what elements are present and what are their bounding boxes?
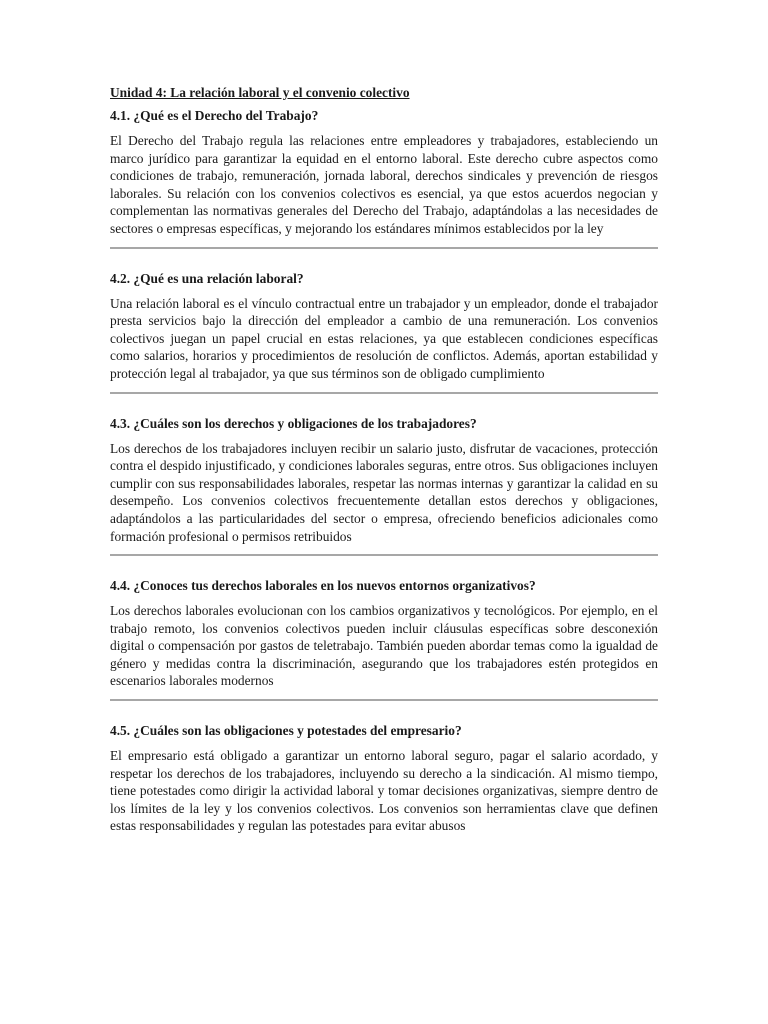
section-paragraph: El Derecho del Trabajo regula las relaciones entre empleadores y trabajadores, estableciendo un marco jurídico para garantizar la equidad en el entorno laboral. Este derecho cubre aspectos como condiciones de trabajo, remuneración, jornada laboral, derechos sindicales y prevención de riesgos laborales. Su relación con los convenios colectivos es esencial, ya que estos acuerdos negocian y complementan las normativas generales del Derecho del Trabajo, adaptándolas a las necesidades de sectores o empresas específicas, y mejorando los estándares mínimos establecidos por la ley: [110, 133, 658, 236]
section-paragraph: Una relación laboral es el vínculo contractual entre un trabajador y un empleador, donde el trabajador presta servicios bajo la dirección del empleador a cambio de una remuneración. Los convenios colectivos juegan un papel crucial en estas relaciones, ya que establecen condiciones específicas como salarios, horarios y procedimientos de resolución de conflictos. Además, aportan estabilidad y protección legal al trabajador, ya que sus términos son de obligado cumplimiento: [110, 295, 658, 381]
section-paragraph: Los derechos laborales evolucionan con los cambios organizativos y tecnológicos. Por ejemplo, en el trabajo remoto, los convenios colectivos pueden incluir cláusulas específicas sobre desconexión digital o compensación por gastos de teletrabajo. También pueden abordar temas como la igualdad de género y medidas contra la discriminación, asegurando que los trabajadores estén protegidos en escenarios laborales modernos: [110, 603, 658, 689]
section-relacion-laboral: [110, 270, 658, 383]
section-nuevos-entornos: [110, 577, 658, 690]
section-paragraph: El empresario está obligado a garantizar un entorno laboral seguro, pagar el salario acordado, y respetar los derechos de los trabajadores, incluyendo su derecho a la sindicación. Al mismo tiempo, tiene potestades como dirigir la actividad laboral y tomar decisiones organizativas, siempre dentro de los límites de la ley y los convenios colectivos. Los convenios son herramientas clave que definen estas responsabilidades y regulan las potestades para evitar abusos: [110, 748, 658, 834]
section-derecho-del-trabajo: [110, 107, 658, 238]
section-paragraph: Los derechos de los trabajadores incluyen recibir un salario justo, disfrutar de vacaciones, protección contra el despido injustificado, y condiciones laborales seguras, entre otros. Sus obligaciones incluyen cumplir con sus responsabilidades laborales, respetar las normas internas y garantizar la calidad en su desempeño. Los convenios colectivos frecuentemente detallan estos derechos y obligaciones, adaptándolos a las particularidades del sector o empresa, ofreciendo beneficios adicionales como formación profesional o permisos retribuidos: [110, 440, 658, 544]
section-obligaciones-empresario: [110, 722, 658, 835]
section-heading: 4.4. ¿Conoces tus derechos laborales en los nuevos entornos organizativos?: [110, 578, 536, 594]
section-divider: [110, 699, 658, 701]
section-heading: 4.2. ¿Qué es una relación laboral?: [110, 270, 304, 286]
document-title: Unidad 4: La relación laboral y el convenio colectivo: [110, 85, 410, 100]
section-derechos-obligaciones-trabajadores: [110, 415, 658, 546]
section-divider: [110, 392, 658, 394]
section-heading: 4.5. ¿Cuáles son las obligaciones y potestades del empresario?: [110, 723, 462, 739]
section-heading: 4.1. ¿Qué es el Derecho del Trabajo?: [110, 108, 319, 123]
section-divider: [110, 247, 658, 249]
section-divider: [110, 554, 658, 556]
section-heading: 4.3. ¿Cuáles son los derechos y obligaciones de los trabajadores?: [110, 415, 477, 431]
